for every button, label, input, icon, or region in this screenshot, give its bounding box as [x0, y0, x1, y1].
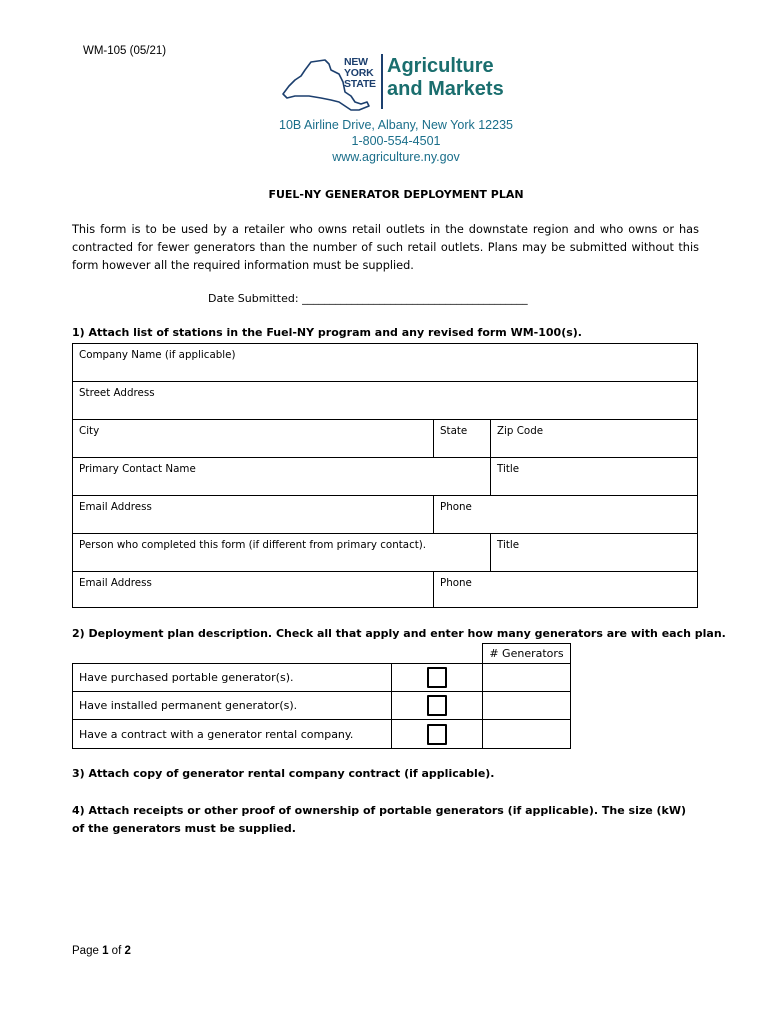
plan-row-label	[72, 691, 392, 720]
of-word: of	[111, 945, 122, 957]
page-word: Page	[72, 945, 99, 957]
company-name-field[interactable]	[72, 343, 698, 382]
plan-row-label	[72, 663, 392, 692]
agency-website[interactable]: www.agriculture.ny.gov	[332, 150, 460, 164]
plan-checkbox-cell	[391, 691, 483, 720]
logo-state-line: STATE	[344, 78, 376, 90]
plan-row-text: Have installed permanent generator(s).	[79, 699, 298, 712]
page-current: 1	[102, 945, 109, 957]
generators-count-header	[482, 643, 571, 664]
agency-address: 10B Airline Drive, Albany, New York 12235	[279, 118, 513, 132]
plan-checkbox-cell	[391, 719, 483, 749]
logo-agency-name	[387, 55, 504, 101]
field-label: Phone	[440, 577, 472, 589]
completed-by-email-field[interactable]	[72, 571, 434, 608]
purchased-portable-count-input[interactable]	[482, 663, 571, 692]
form-code: WM-105 (05/21)	[83, 45, 167, 57]
field-label: Primary Contact Name	[79, 463, 196, 475]
column-header: # Generators	[489, 647, 564, 660]
field-label: Person who completed this form (if different from primary contact).	[79, 539, 427, 551]
field-label: Street Address	[79, 387, 155, 399]
field-label: Email Address	[79, 577, 152, 589]
completed-by-title-field[interactable]	[490, 533, 698, 572]
installed-permanent-checkbox[interactable]	[427, 695, 447, 716]
plan-checkbox-cell	[391, 663, 483, 692]
plan-row-text: Have a contract with a generator rental company.	[79, 727, 354, 741]
logo-divider	[381, 54, 383, 109]
logo-agency-line: and Markets	[387, 78, 504, 100]
agency-phone: 1-800-554-4501	[351, 134, 441, 148]
logo-state-line: NEW	[344, 56, 368, 68]
date-submitted-line[interactable]	[208, 292, 528, 305]
completed-by-phone-field[interactable]	[433, 571, 698, 608]
logo-state-name	[344, 57, 392, 90]
primary-phone-field[interactable]	[433, 495, 698, 534]
field-label: Phone	[440, 501, 472, 513]
primary-title-field[interactable]	[490, 457, 698, 496]
date-submitted-blank[interactable]: _________________________________________	[302, 292, 528, 305]
page-total: 2	[124, 945, 131, 957]
purchased-portable-checkbox[interactable]	[427, 667, 447, 688]
form-title: FUEL-NY GENERATOR DEPLOYMENT PLAN	[268, 188, 524, 201]
state-field[interactable]	[433, 419, 491, 458]
field-label: Email Address	[79, 501, 152, 513]
installed-permanent-count-input[interactable]	[482, 691, 571, 720]
rental-contract-checkbox[interactable]	[427, 724, 447, 745]
section-3-title: 3) Attach copy of generator rental company contract (if applicable).	[72, 767, 495, 780]
agency-contact	[200, 117, 592, 165]
contact-info-table	[72, 343, 698, 608]
plan-row-label	[72, 719, 392, 749]
rental-contract-count-input[interactable]	[482, 719, 571, 749]
city-field[interactable]	[72, 419, 434, 458]
field-label: City	[79, 425, 100, 437]
field-label: Title	[497, 463, 520, 475]
plan-row-text: Have purchased portable generator(s).	[79, 671, 294, 684]
field-label: Company Name (if applicable)	[79, 349, 236, 361]
street-address-field[interactable]	[72, 381, 698, 420]
agency-logo	[281, 52, 521, 116]
section-1-title: 1) Attach list of stations in the Fuel-NY program and any revised form WM-100(s).	[72, 326, 582, 339]
section-2-title: 2) Deployment plan description. Check all that apply and enter how many generators are with each plan.	[72, 627, 726, 640]
field-label: Zip Code	[497, 425, 544, 437]
page-number	[72, 945, 131, 957]
deployment-plan-table	[72, 643, 571, 749]
primary-contact-field[interactable]	[72, 457, 491, 496]
logo-agency-line: Agriculture	[387, 55, 494, 77]
field-label: Title	[497, 539, 520, 551]
zip-code-field[interactable]	[490, 419, 698, 458]
form-intro: This form is to be used by a retailer who owns retail outlets in the downstate region and who owns or has contracted for fewer generators than the number of such retail outlets. Plans may be submitted without this form however all the required information must be supplied.	[72, 223, 699, 272]
completed-by-field[interactable]	[72, 533, 491, 572]
logo-state-line: YORK	[344, 67, 374, 79]
date-submitted-label: Date Submitted:	[208, 292, 299, 305]
section-4-title: 4) Attach receipts or other proof of ownership of portable generators (if applicable). The size (kW) of the generators must be supplied.	[72, 804, 687, 835]
primary-email-field[interactable]	[72, 495, 434, 534]
field-label: State	[440, 425, 468, 437]
